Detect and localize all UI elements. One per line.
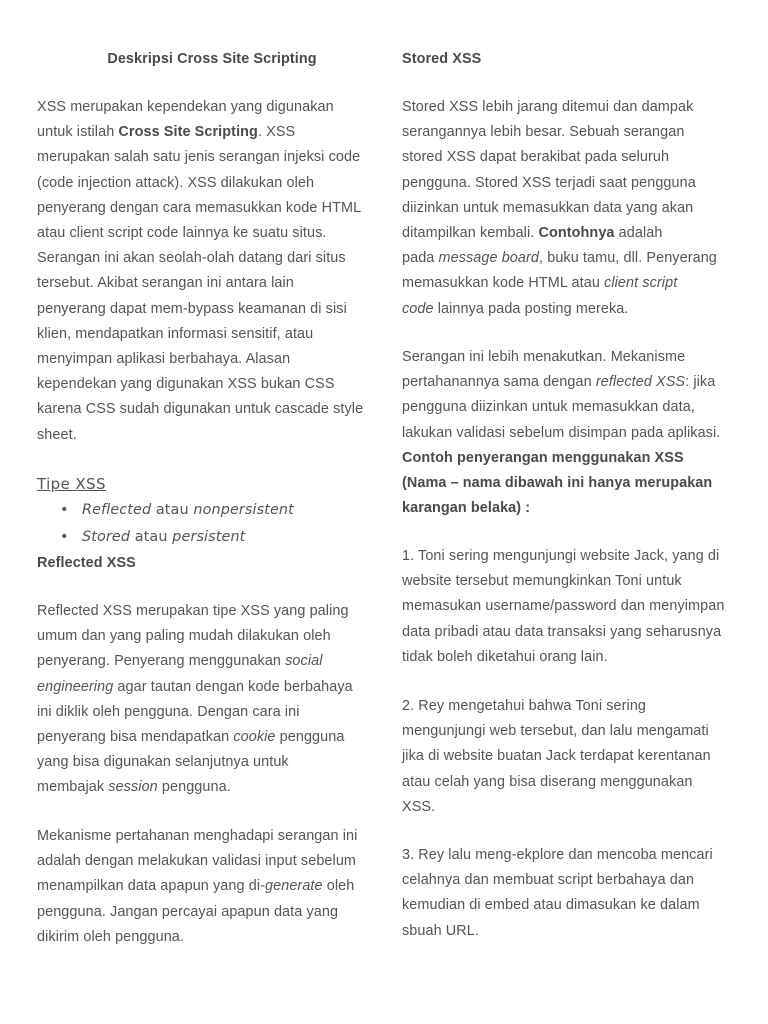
text-line: kemudian di embed atau dimasukan ke dalam <box>402 897 700 914</box>
text-line: penyerang bisa mendapatkan cookie pengguna <box>37 729 345 746</box>
text-line: 1. Toni sering mengunjungi website Jack, yang di <box>402 548 720 564</box>
tipe-xss-list <box>37 497 294 551</box>
text-line: dikirim oleh pengguna. <box>37 928 184 945</box>
text-line: penyerang. Penyerang menggunakan social <box>37 653 323 670</box>
text-line: Contoh penyerangan menggunakan XSS <box>402 450 684 466</box>
section-title-stored: Stored XSS <box>402 51 482 67</box>
text-line: kependekan yang digunakan XSS bukan CSS <box>37 376 335 393</box>
text-line: 3. Rey lalu meng-ekplore dan mencoba mencari <box>402 847 713 863</box>
text-line: pada message board, buku tamu, dll. Penyerang <box>402 250 717 267</box>
text-line: umum dan yang paling mudah dilakukan oleh <box>37 628 331 645</box>
text-line: penyerang dapat mem-bypass keamanan di sisi <box>37 300 347 317</box>
text-line: pengguna. Jangan percayai apapun data yang <box>37 903 339 920</box>
term-cross-site-scripting: Cross Site Scripting <box>118 124 258 141</box>
text-line: XSS. <box>402 798 436 815</box>
text-line: tidak boleh diketahui orang lain. <box>402 648 608 665</box>
text-line: serangannya lebih besar. Sebuah serangan <box>402 124 685 141</box>
term-contohnya: Contohnya <box>538 225 615 242</box>
text-line: membajak session pengguna. <box>37 779 231 796</box>
text-line: yang bisa digunakan selanjutnya untuk <box>37 754 289 771</box>
text-line: Stored XSS lebih jarang ditemui dan dampak <box>402 99 694 115</box>
text-line: menyimpan aplikasi berbahaya. Alasan <box>37 351 291 368</box>
text-line: website tersebut memungkinkan Toni untuk <box>402 573 682 590</box>
text-line: celahnya dan membuat script berbahaya dan <box>402 872 695 889</box>
text-line: engineering agar tautan dengan kode berbahaya <box>37 678 353 695</box>
intro-paragraph <box>37 95 387 448</box>
mekanisme-paragraph <box>37 824 387 950</box>
text-line: menampilkan data apapun yang di-generate oleh <box>37 878 355 895</box>
text-line: penyerang dengan cara memasukkan kode HTML <box>37 199 362 216</box>
text-line: merupakan salah satu jenis serangan injeksi code <box>37 149 361 166</box>
text-line: memasukan username/password dan menyimpan <box>402 598 725 615</box>
section-title-deskripsi: Deskripsi Cross Site Scripting <box>107 51 317 67</box>
text-line: mengunjungi web tersebut, dan lalu mengamati <box>402 723 709 740</box>
list-item: • Reflected atau nonpersistent <box>37 497 294 524</box>
text-line: Serangan ini lebih menakutkan. Mekanisme <box>402 349 686 365</box>
text-line: diizinkan untuk memasukkan data yang akan <box>402 199 694 216</box>
text-line: sheet. <box>37 426 77 443</box>
text-line: Reflected XSS merupakan tipe XSS yang paling <box>37 603 349 619</box>
text-line: tersebut. Akibat serangan ini antara lain <box>37 275 294 292</box>
text-line: adalah dengan melakukan validasi input sebelum <box>37 853 357 870</box>
text-line: atau client script code lainnya ke suatu situs. <box>37 225 327 242</box>
text-line: memasukkan kode HTML atau client script <box>402 275 678 292</box>
text-line: stored XSS dapat berakibat pada seluruh <box>402 149 670 166</box>
step-3-paragraph <box>402 843 752 944</box>
text-line: pertahanannya sama dengan reflected XSS: jika <box>402 374 716 391</box>
text-line: ditampilkan kembali. Contohnya adalah <box>402 225 663 242</box>
text-line: 2. Rey mengetahui bahwa Toni sering <box>402 698 647 714</box>
text-line: karangan belaka) : <box>402 500 531 517</box>
text-line: XSS merupakan kependekan yang digunakan <box>37 99 334 115</box>
text-line: Serangan ini akan seolah-olah datang dari situs <box>37 250 346 267</box>
tipe-xss-heading: Tipe XSS <box>37 475 106 493</box>
step-1-paragraph <box>402 544 752 670</box>
text-line: klien, mendapatkan informasi sensitif, atau <box>37 325 314 342</box>
stored-paragraph <box>402 95 752 322</box>
text-line: Mekanisme pertahanan menghadapi serangan ini <box>37 828 358 844</box>
text-line: (code injection attack). XSS dilakukan oleh <box>37 174 315 191</box>
section-title-reflected: Reflected XSS <box>37 555 136 571</box>
step-2-paragraph <box>402 694 752 820</box>
text-line: code lainnya pada posting mereka. <box>402 300 629 317</box>
text-line: data pribadi atau data transaksi yang seharusnya <box>402 623 722 640</box>
text-line: karena CSS sudah digunakan untuk cascade style <box>37 401 364 418</box>
text-line: pengguna diizinkan untuk memasukkan data, <box>402 399 695 416</box>
text-line: untuk istilah Cross Site Scripting. XSS <box>37 124 296 141</box>
text-line: atau celah yang bisa diserang menggunakan <box>402 773 693 790</box>
text-line: (Nama – nama dibawah ini hanya merupakan <box>402 475 713 492</box>
text-line: sbuah URL. <box>402 922 479 939</box>
serangan-paragraph <box>402 345 752 446</box>
bullet-icon: • <box>60 502 69 518</box>
text-line: lakukan validasi sebelum disimpan pada aplikasi. <box>402 424 721 441</box>
text-line: jika di website buatan Jack terdapat kerentanan <box>402 748 711 765</box>
text-line: ini diklik oleh pengguna. Dengan cara ini <box>37 703 300 720</box>
text-line: pengguna. Stored XSS terjadi saat pengguna <box>402 174 696 191</box>
bullet-icon: • <box>60 529 69 545</box>
contoh-heading <box>402 446 752 522</box>
reflected-paragraph <box>37 599 387 801</box>
list-item: • Stored atau persistent <box>37 524 294 551</box>
